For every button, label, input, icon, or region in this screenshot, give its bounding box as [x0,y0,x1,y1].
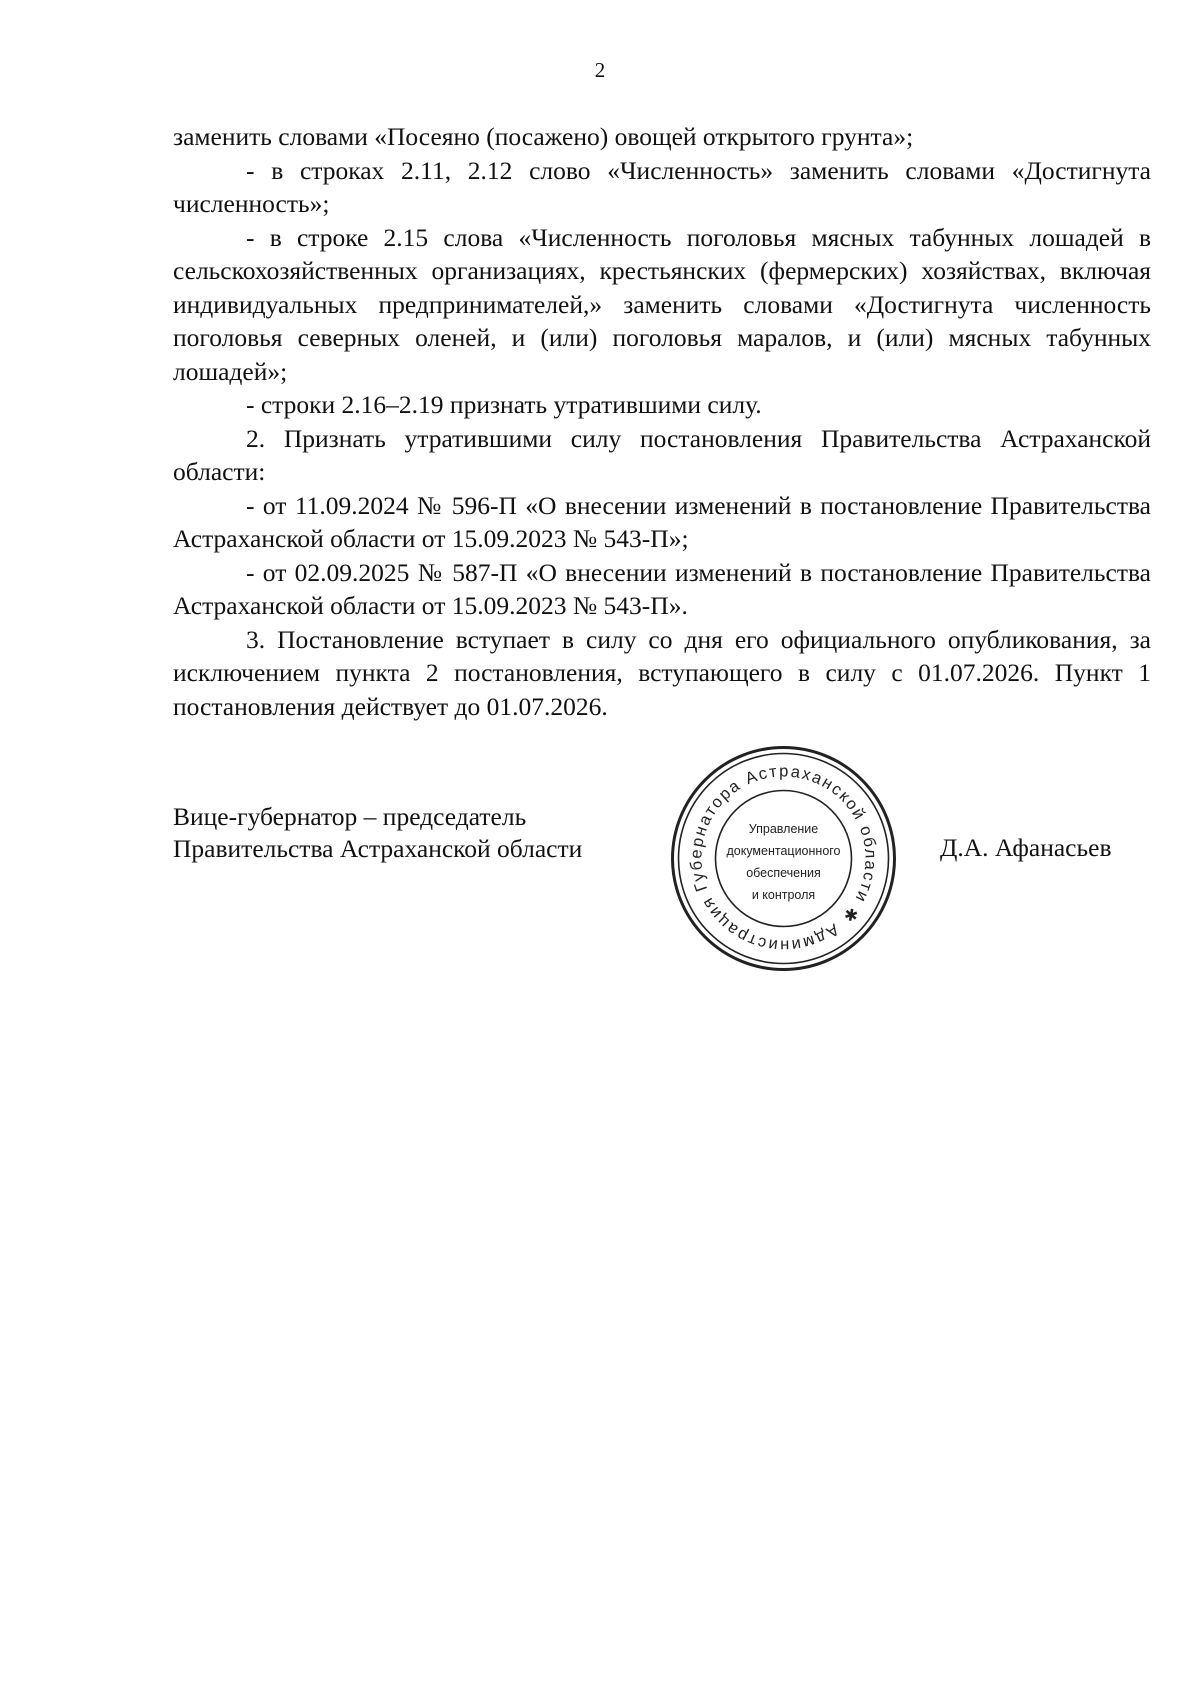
paragraph-7: - от 02.09.2025 № 587-П «О внесении изменений в постановление Правительства Астраханской области от 15.09.2023 № 543-П». [173,557,1151,620]
stamp-center-line-1: Управление [748,822,819,836]
paragraph-6: - от 11.09.2024 № 596-П «О внесении изменений в постановление Правительства Астраханской области от 15.09.2023 № 543-П»; [173,490,1151,553]
stamp-center-line-2: документационного [726,844,841,858]
paragraph-1: заменить словами «Посеяно (посажено) овощей открытого грунта»; [173,122,914,151]
paragraph-4: - строки 2.16–2.19 признать утратившими силу. [246,390,762,419]
paragraph-2: - в строках 2.11, 2.12 слово «Численность» заменить словами «Достигнута численность»; [173,155,1151,218]
stamp-center-line-4: и контроля [751,888,816,902]
stamp-ring-text: Администрация Губернатора Астраханской области ✱ [687,762,880,955]
official-stamp [669,744,898,973]
signatory-title-line-2: Правительства Астраханской области [173,834,583,863]
signatory-title-line-1: Вице-губернатор – председатель [173,802,527,831]
page-number: 2 [594,58,606,82]
stamp-center-line-3: обеспечения [746,866,821,880]
paragraph-5: 2. Признать утратившими силу постановления Правительства Астраханской области: [173,423,1151,486]
signatory-name: Д.А. Афанасьев [940,833,1112,862]
paragraph-3: - в строке 2.15 слова «Численность поголовья мясных табунных лошадей в сельскохозяйственных организациях, крестьянских (фермерских) хозяйствах, включая индивидуальных предпринимателей,» заменить словами «Достигнута численность поголовья северных оленей, и (или) поголовья маралов, и (или) мясных табунных лошадей»; [173,222,1151,386]
paragraph-8: 3. Постановление вступает в силу со дня его официального опубликования, за исключением пункта 2 постановления, вступающего в силу с 01.07.2026. Пункт 1 постановления действует до 01.07.2026. [173,624,1151,721]
document-body [173,120,1151,723]
signatory-title [173,801,582,865]
